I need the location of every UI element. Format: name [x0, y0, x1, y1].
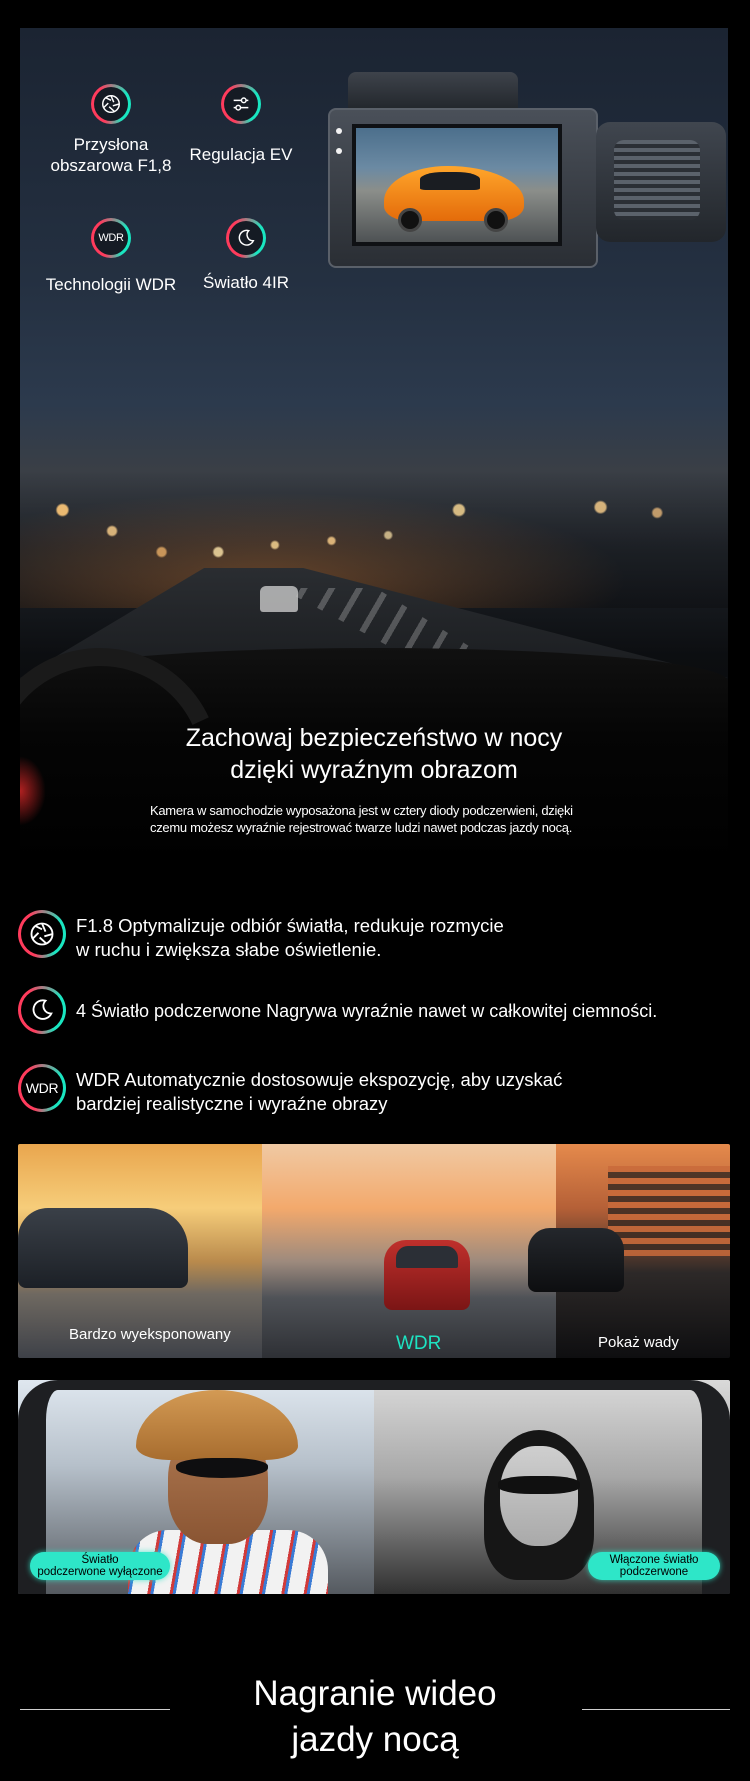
wdr-icon: WDR: [25, 1080, 59, 1096]
feature-ev: [178, 84, 304, 165]
ir-comparison-image: [18, 1380, 730, 1594]
distant-car: [260, 586, 298, 612]
ir-on-label-line2: podczerwone: [619, 1566, 689, 1578]
feature-ring: [91, 218, 131, 258]
list-text: [76, 914, 726, 962]
footer-title-line2: jazdy nocą: [291, 1720, 459, 1759]
ir-on-label-line1: Włączone światło: [609, 1554, 699, 1566]
list-text-line1: F1.8 Optymalizuje odbiór światła, redukuje rozmycie: [76, 915, 504, 936]
dashcam-rear-unit: [596, 122, 726, 242]
ir-leds: [336, 128, 342, 168]
footer-divider-left: [20, 1709, 170, 1710]
list-item-wdr: [18, 1064, 728, 1116]
list-item-aperture: [18, 910, 728, 962]
dashcam-vent: [614, 140, 700, 220]
feature-ring: [91, 84, 131, 124]
building: [608, 1166, 730, 1256]
list-text: [76, 1068, 726, 1116]
feature-wdr: [36, 218, 186, 295]
feature-ring: [221, 84, 261, 124]
feature-label: [40, 134, 182, 176]
ir-on-label: [588, 1552, 720, 1580]
list-text-line2: w ruchu i zwiększa słabe oświetlenie.: [76, 939, 382, 960]
hero-title-line2: dzięki wyraźnym obrazom: [230, 756, 518, 784]
list-ring: [18, 986, 66, 1034]
defects-label: Pokaż wady: [598, 1334, 679, 1351]
red-car: [384, 1240, 470, 1310]
feature-label: Technologii WDR: [45, 275, 177, 294]
feature-aperture: [40, 84, 182, 176]
feature-ring: [226, 218, 266, 258]
feature-label-line1: Przysłona: [73, 135, 149, 154]
moon-icon: [28, 996, 56, 1024]
list-text-line2: bardziej realistyczne i wyraźne obrazy: [76, 1093, 388, 1114]
hero-subtitle-line2: czemu możesz wyraźnie rejestrować twarze ludzi nawet podczas jazdy nocą.: [150, 820, 573, 835]
overexposed-label: Bardzo wyeksponowany: [69, 1326, 231, 1343]
dark-car: [528, 1228, 624, 1292]
list-item-ir: [18, 986, 728, 1038]
dashcam-screen: [352, 124, 562, 246]
feature-label: Światło 4IR: [203, 273, 289, 292]
man-sunglasses: [176, 1458, 268, 1478]
hero-title: [20, 722, 728, 786]
wdr-comparison-image: [18, 1144, 730, 1358]
ir-off-label-line1: Światło: [81, 1554, 119, 1566]
footer-title-line1: Nagranie wideo: [253, 1674, 497, 1713]
feature-label-line2: obszarowa F1,8: [50, 156, 172, 175]
list-text: 4 Światło podczerwone Nagrywa wyraźnie nawet w całkowitej ciemności.: [76, 1001, 658, 1021]
hero-subtitle: [150, 802, 620, 836]
ir-off-label-line2: podczerwone wyłączone: [37, 1566, 163, 1578]
feature-4ir: [186, 218, 306, 293]
ir-off-label: [30, 1552, 170, 1580]
aperture-icon: [100, 93, 122, 115]
list-text-line1: WDR Automatycznie dostosowuje ekspozycję, aby uzyskać: [76, 1069, 563, 1090]
feature-label: Regulacja EV: [189, 145, 293, 164]
suv-car: [18, 1208, 188, 1288]
list-ring: [18, 910, 66, 958]
moon-icon: [235, 227, 257, 249]
aperture-icon: [28, 920, 56, 948]
footer-title: [160, 1671, 590, 1763]
hero-title-line1: Zachowaj bezpieczeństwo w nocy: [185, 724, 563, 752]
hero-subtitle-line1: Kamera w samochodzie wyposażona jest w cztery diody podczerwieni, dzięki: [150, 803, 573, 818]
dashcam-body: [328, 108, 598, 268]
footer-divider-right: [582, 1709, 730, 1710]
sliders-icon: [230, 93, 252, 115]
woman-face: [500, 1446, 578, 1546]
list-ring: [18, 1064, 66, 1112]
wdr-label: WDR: [396, 1333, 442, 1354]
wdr-icon: WDR: [98, 231, 124, 244]
woman-sunglasses: [498, 1476, 580, 1494]
dashcam-device: [328, 72, 728, 277]
